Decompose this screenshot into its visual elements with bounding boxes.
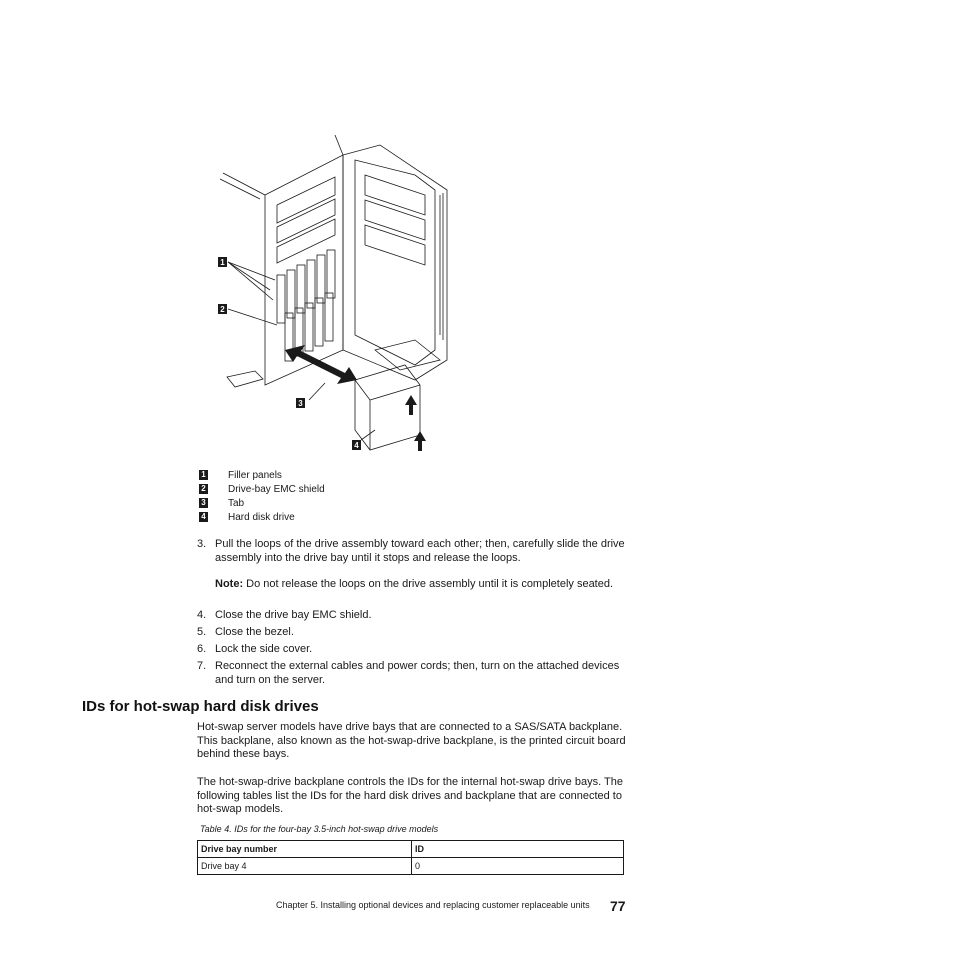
step-text: Reconnect the external cables and power cords; then, turn on the attached devices and turn on the server.	[215, 660, 620, 686]
step-number: 5.	[197, 626, 207, 638]
legend-item	[199, 496, 325, 510]
legend-callout: 1	[199, 470, 208, 480]
step-number: 3.	[197, 538, 207, 550]
table-cell: 0	[412, 858, 624, 875]
table-header-cell: Drive bay number	[198, 841, 412, 858]
table-caption: Table 4. IDs for the four-bay 3.5-inch hot-swap drive models	[200, 824, 439, 834]
legend-callout: 2	[199, 484, 208, 494]
step-number: 6.	[197, 643, 207, 655]
legend-item	[199, 468, 325, 482]
callout-number-3: 3	[298, 399, 303, 408]
step-text: Close the bezel.	[215, 626, 294, 638]
legend-label: Hard disk drive	[228, 511, 295, 523]
table-cell: Drive bay 4	[198, 858, 412, 875]
legend-label: Drive-bay EMC shield	[228, 483, 325, 495]
step-number: 7.	[197, 660, 207, 672]
legend-item	[199, 510, 325, 524]
table-header-row	[198, 841, 624, 858]
legend-callout: 3	[199, 498, 208, 508]
section-paragraph-2: The hot-swap-drive backplane controls the IDs for the internal hot-swap drive bays. The following tables list the IDs for the hard disk drives and backplane that are connected to hot-swap models.	[197, 776, 623, 815]
table-header-cell: ID	[412, 841, 624, 858]
callout-number-1: 1	[220, 258, 225, 267]
section-heading: IDs for hot-swap hard disk drives	[82, 698, 319, 715]
callout-number-4: 4	[354, 441, 359, 450]
table-row	[198, 858, 624, 875]
drive-id-table	[197, 840, 624, 875]
footer-chapter: Chapter 5. Installing optional devices and replacing customer replaceable units	[276, 900, 590, 910]
server-drive-installation-figure	[215, 135, 475, 455]
legend-callout: 4	[199, 512, 208, 522]
legend-label: Filler panels	[228, 469, 282, 481]
page-number: 77	[610, 898, 626, 914]
callout-number-2: 2	[220, 305, 225, 314]
step-number: 4.	[197, 609, 207, 621]
legend-item	[199, 482, 325, 496]
legend-label: Tab	[228, 497, 245, 509]
figure-legend	[199, 468, 325, 524]
step-text: Lock the side cover.	[215, 643, 313, 655]
note-label: Note:	[215, 578, 244, 590]
step-text: Pull the loops of the drive assembly toward each other; then, carefully slide the drive assembly into the drive bay until it stops and release the loops.	[215, 538, 625, 564]
step-text: Close the drive bay EMC shield.	[215, 609, 372, 621]
note-text: Do not release the loops on the drive assembly until it is completely seated.	[246, 578, 614, 590]
section-paragraph-1: Hot-swap server models have drive bays that are connected to a SAS/SATA backplane. This backplane, also known as the hot-swap-drive backplane, is the printed circuit board behind these bays.	[197, 721, 626, 760]
